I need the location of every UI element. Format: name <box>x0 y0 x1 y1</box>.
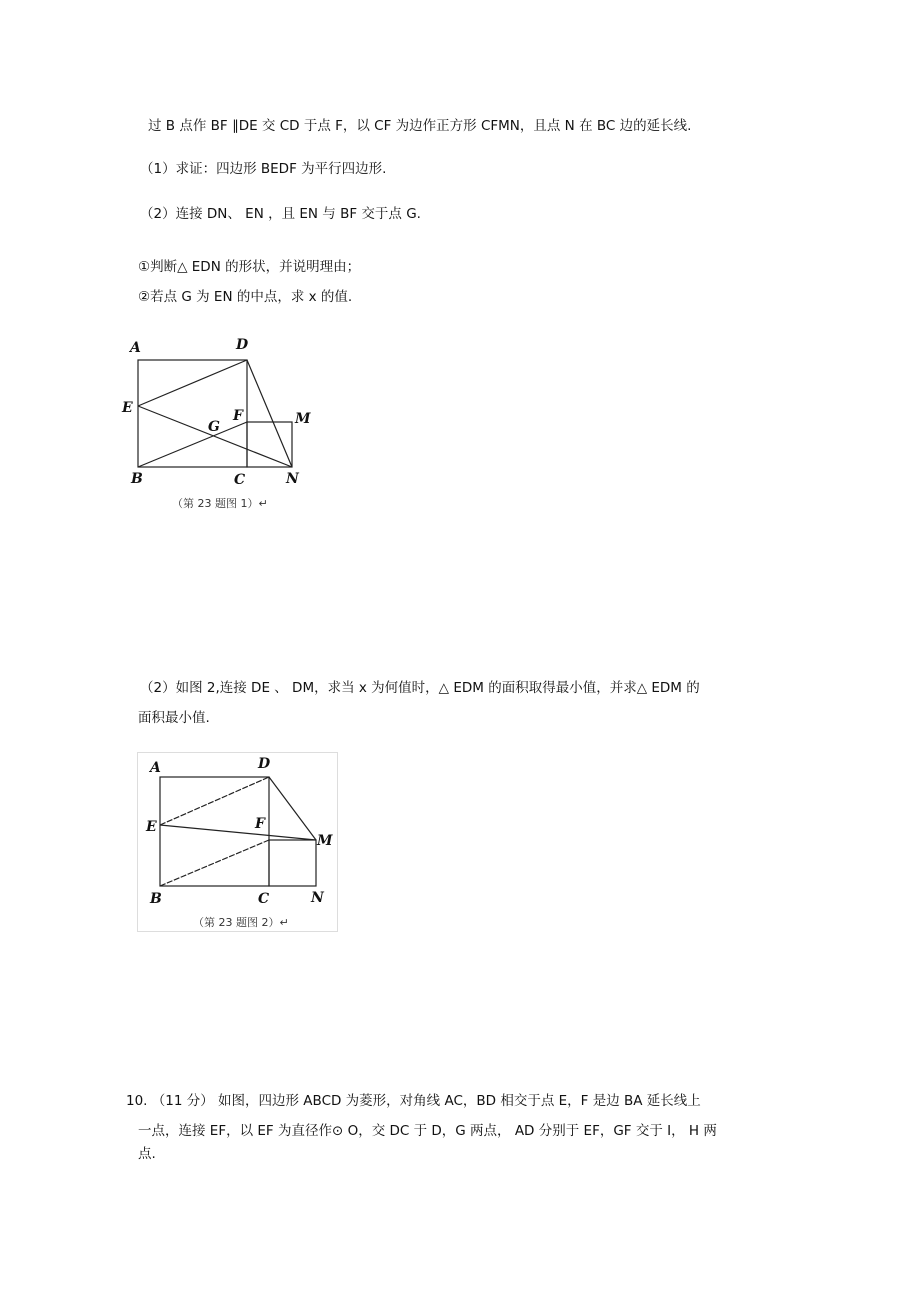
figure-2-caption: （第 23 题图 2）↵ <box>193 916 289 929</box>
label-n: N <box>286 471 299 487</box>
segment-bf <box>160 840 269 886</box>
label-a: A <box>130 340 141 356</box>
label-c: C <box>258 891 270 907</box>
label-f: F <box>233 408 243 424</box>
label-c: C <box>234 472 246 488</box>
p23-question-2-part-i: ①判断△ EDN 的形状，并说明理由； <box>138 259 361 275</box>
rectangle-abcd <box>160 777 269 886</box>
label-e: E <box>122 400 133 416</box>
label-d: D <box>258 756 271 772</box>
figure-2 <box>137 752 338 932</box>
label-f: F <box>255 816 265 832</box>
square-cfmn <box>247 422 292 467</box>
segment-dn <box>247 360 292 467</box>
figure-1-caption: （第 23 题图 1）↵ <box>172 497 268 510</box>
segment-ed <box>138 360 247 406</box>
p23-question-2-part-ii: ②若点 G 为 EN 的中点，求 x 的值. <box>138 289 353 305</box>
label-n: N <box>311 890 324 906</box>
figure-1-lines <box>138 360 292 467</box>
segment-dm <box>269 777 316 840</box>
p23-part2-line-1: （2）如图 2,连接 DE 、 DM，求当 x 为何值时，△ EDM 的面积取得最小值，并求△ EDM 的 <box>140 680 700 696</box>
label-e: E <box>146 819 157 835</box>
segment-bf <box>138 422 247 467</box>
p23-intro: 过 B 点作 BF ∥DE 交 CD 于点 F，以 CF 为边作正方形 CFMN，且点 N 在 BC 边的延长线. <box>148 118 692 134</box>
label-m: M <box>295 411 311 427</box>
label-m: M <box>317 833 333 849</box>
p23-part2-line-2: 面积最小值. <box>138 710 210 726</box>
figure-2-lines <box>160 777 316 886</box>
segment-ed <box>160 777 269 825</box>
label-g: G <box>208 419 220 435</box>
label-d: D <box>236 337 249 353</box>
label-a: A <box>150 760 161 776</box>
p23-question-2: （2）连接 DN、 EN ，且 EN 与 BF 交于点 G. <box>140 206 421 222</box>
p10-line-3: 点. <box>138 1146 156 1162</box>
label-b: B <box>150 891 162 907</box>
rectangle-abcd <box>138 360 247 467</box>
square-cfmn <box>269 840 316 886</box>
label-b: B <box>131 471 143 487</box>
p10-line-1: 10. （11 分） 如图，四边形 ABCD 为菱形，对角线 AC，BD 相交于点 E，F 是边 BA 延长线上 <box>126 1093 701 1109</box>
p23-question-1: （1）求证：四边形 BEDF 为平行四边形. <box>140 161 387 177</box>
p10-line-2: 一点，连接 EF，以 EF 为直径作⊙ O，交 DC 于 D，G 两点， AD 分别于 EF，GF 交于 I， H 两 <box>138 1123 717 1139</box>
figure-1 <box>120 332 320 517</box>
segment-em <box>160 825 316 840</box>
